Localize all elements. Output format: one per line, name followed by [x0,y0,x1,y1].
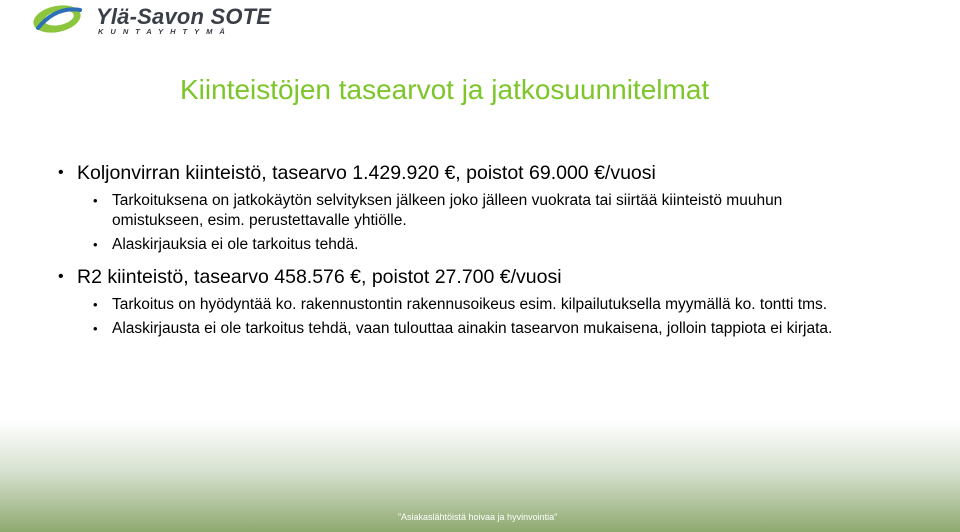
logo-subtitle: KUNTAYHTYMÄ [98,27,232,36]
bullet-text: R2 kiinteistö, tasearvo 458.576 €, poistot 27.700 €/vuosi [77,266,562,288]
bullet-item [58,160,858,186]
bullet-icon: • [58,164,64,181]
bullet-icon: • [58,268,64,285]
sub-bullet-text: Tarkoitus on hyödyntää ko. rakennustontin rakennusoikeus esim. kilpailutuksella myymällä ko. tontti tms. [112,296,828,313]
slide-title: Kiinteistöjen tasearvot ja jatkosuunnitelmat [180,74,710,105]
logo-emblem-icon [30,2,92,38]
bullet-icon: • [93,321,98,336]
bullet-item [58,264,858,290]
bullet-icon: • [93,193,98,208]
sub-bullet-item [93,191,858,231]
bullet-icon: • [93,297,98,312]
logo-name: Ylä-Savon SOTE [96,4,272,29]
sub-bullet-item [93,295,858,315]
org-logo [30,2,272,38]
bullet-icon: • [93,237,98,252]
sub-bullet-item [93,319,858,339]
bullet-list [58,160,858,339]
footer-slogan: ”Asiakaslähtöistä hoivaa ja hyvinvointia” [398,512,558,522]
sub-bullet-text: Alaskirjausta ei ole tarkoitus tehdä, vaan tulouttaa ainakin tasearvon mukaisena, jolloin tappiota ei kirjata. [112,320,833,337]
sub-bullet-text: Alaskirjauksia ei ole tarkoitus tehdä. [112,236,359,253]
sub-bullet-text: Tarkoituksena on jatkokäytön selvityksen jälkeen joko jälleen vuokrata tai siirtää kiinteistö muuhun omistukseen, esim. perustettavalle yhtiölle. [112,192,783,229]
bullet-text: Koljonvirran kiinteistö, tasearvo 1.429.920 €, poistot 69.000 €/vuosi [77,162,656,184]
sub-bullet-item [93,235,858,255]
